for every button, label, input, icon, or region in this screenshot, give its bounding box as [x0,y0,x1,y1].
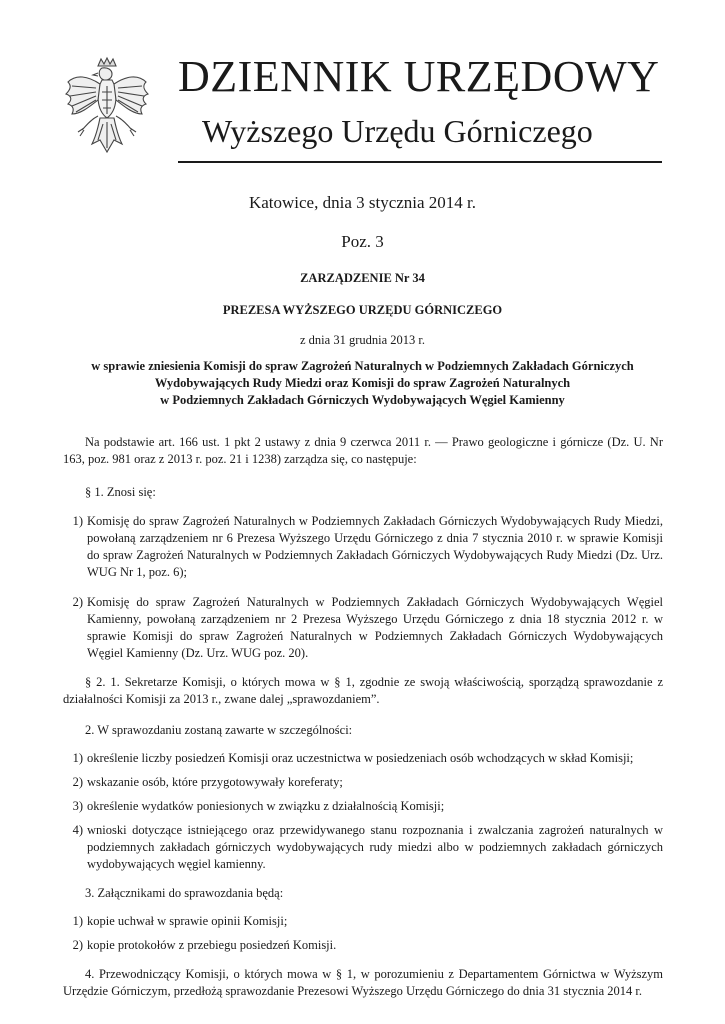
list-number: 2) [72,938,83,952]
act-issuer: PREZESA WYŻSZEGO URZĘDU GÓRNICZEGO [222,303,503,317]
journal-subtitle: Wyższego Urzędu Górniczego [202,113,593,149]
list-number: 4) [72,823,83,837]
paragraph-2-point-3: 3. Załącznikami do sprawozdania będą: [85,886,284,900]
list-text: Komisję do spraw Zagrożeń Naturalnych w Podziemnych Zakładach Górniczych Wydobywających Węgiel Kamienny, powołaną zarządzeniem nr 2 Prezesa Wyższego Urzędu Górniczego z dnia 18 stycznia 2012 r. w sprawie Komisji do spraw Zagrożeń Naturalnych w Podziemnych Zakładach Górniczych Wydobywających Węgiel Kamienny (Dz. Urz. WUG poz. 20). [87,595,663,660]
act-type: ZARZĄDZENIE Nr 34 [300,271,425,285]
paragraph-1-intro: § 1. Znosi się: [85,485,156,499]
list-item [63,594,663,662]
list-text: wskazanie osób, które przygotowywały koreferaty; [87,775,343,789]
subject-line: w Podziemnych Zakładach Górniczych Wydobywających Węgiel Kamienny [160,393,565,407]
journal-title: DZIENNIK URZĘDOWY [178,52,660,101]
list-item [63,913,663,930]
preamble: Na podstawie art. 166 ust. 1 pkt 2 ustawy z dnia 9 czerwca 2011 r. — Prawo geologiczne i górnicze (Dz. U. Nr 163, poz. 981 oraz z 2013 r. poz. 21 i 1238) zarządza się, co następuje: [63,435,663,466]
act-date: z dnia 31 grudnia 2013 r. [300,333,425,347]
list-item [63,937,663,954]
list-number: 2) [72,775,83,789]
subject-line: Wydobywających Rudy Miedzi oraz Komisji do spraw Zagrożeń Naturalnych [154,376,571,390]
list-item [63,513,663,581]
subject-line: w sprawie zniesienia Komisji do spraw Zagrożeń Naturalnych w Podziemnych Zakładach Górniczych [91,359,634,373]
paragraph-2-point-1: § 2. 1. Sekretarze Komisji, o których mowa w § 1, zgodnie ze swoją właściwością, sporządzą sprawozdanie z działalności Komisji za 2013 r., zwane dalej „sprawozdaniem”. [63,675,663,706]
paragraph-2-point-4: 4. Przewodniczący Komisji, o których mowa w § 1, w porozumieniu z Departamentem Górnictwa w Wyższym Urzędzie Górniczym, przedłożą sprawozdanie Prezesowi Wyższego Urzędu Górniczego do dnia 31 stycznia 2014 r. [63,967,663,998]
list-text: określenie liczby posiedzeń Komisji oraz uczestnictwa w posiedzeniach osób wchodzących w skład Komisji; [87,751,634,765]
list-number: 3) [72,799,83,813]
list-number: 1) [72,514,83,528]
polish-eagle-emblem-icon [62,56,152,164]
list-number: 1) [72,751,83,765]
list-text: kopie protokołów z przebiegu posiedzeń Komisji. [87,938,337,952]
list-number: 1) [72,914,83,928]
list-text: kopie uchwał w sprawie opinii Komisji; [87,914,288,928]
document-body [63,434,663,1000]
list-text: Komisję do spraw Zagrożeń Naturalnych w Podziemnych Zakładach Górniczych Wydobywających Rudy Miedzi, powołaną zarządzeniem nr 6 Prezesa Wyższego Urzędu Górniczego z dnia 7 stycznia 2010 r. w sprawie Komisji do spraw Zagrożeń Naturalnych w Podziemnych Zakładach Górniczych Wydobywających Rudy Miedzi (Dz. Urz. WUG Nr 1, poz. 6); [87,514,663,579]
header-rule [178,161,662,163]
list-text: wnioski dotyczące istniejącego oraz przewidywanego stanu rozpoznania i zwalczania zagrożeń naturalnych w podziemnych zakładach górniczych wydobywających rudy miedzi albo w podziemnych zakładach górniczych wydobywających węgiel kamienny. [87,823,663,871]
place-date: Katowice, dnia 3 stycznia 2014 r. [248,193,477,212]
list-number: 2) [72,595,83,609]
list-item [63,750,663,767]
act-subject [80,358,645,409]
list-text: określenie wydatków poniesionych w związku z działalnością Komisji; [87,799,445,813]
list-item [63,774,663,791]
position-number: Poz. 3 [341,232,384,251]
paragraph-2-point-2: 2. W sprawozdaniu zostaną zawarte w szczególności: [85,723,353,737]
list-item [63,798,663,815]
list-item [63,822,663,873]
